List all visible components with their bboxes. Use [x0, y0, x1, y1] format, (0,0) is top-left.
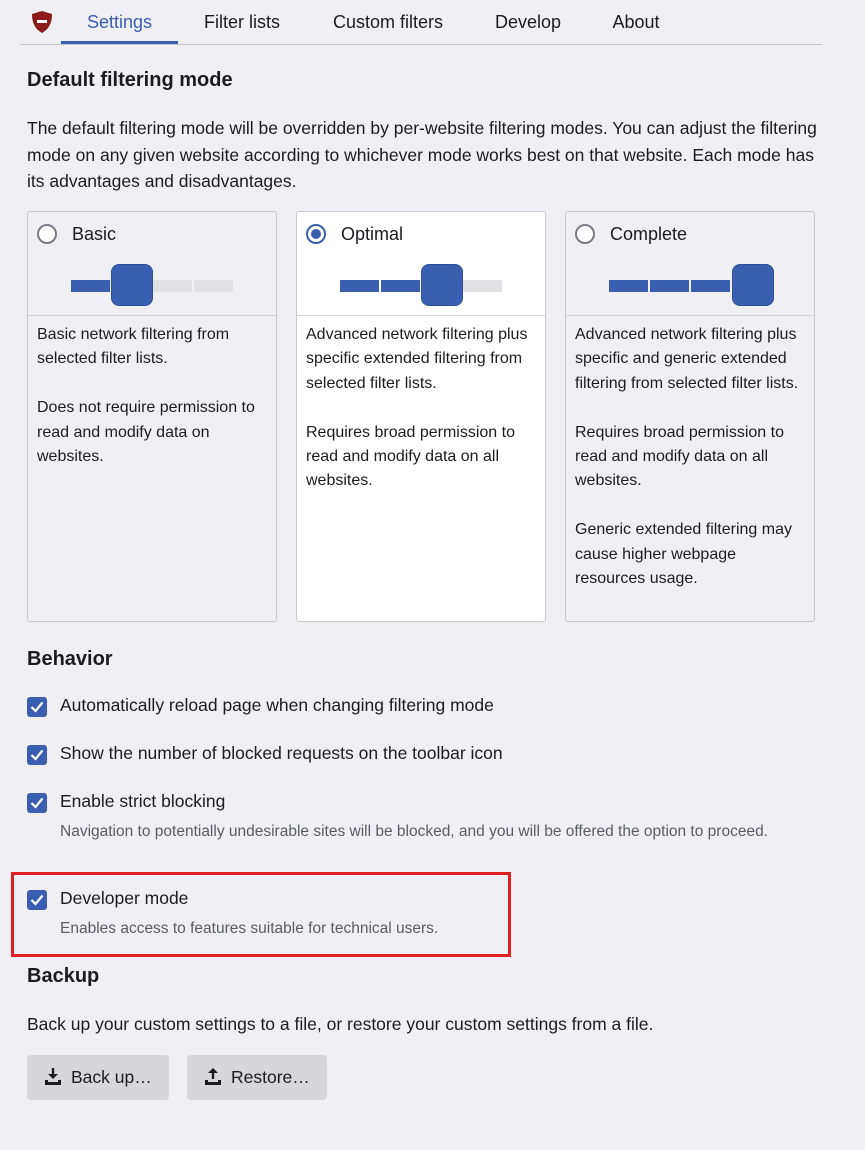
developer-mode-highlight-box — [11, 872, 511, 957]
level-slider-knob — [733, 265, 773, 305]
level-segment — [609, 280, 648, 292]
ublock-shield-logo-icon — [31, 10, 53, 34]
level-slider-knob — [112, 265, 152, 305]
level-segment — [340, 280, 379, 292]
mode-card-complete[interactable] — [565, 211, 815, 622]
backup-button-label: Back up… — [71, 1067, 152, 1087]
show-blocked-count-label: Show the number of blocked requests on the toolbar icon — [60, 743, 503, 763]
checkmark-icon — [30, 701, 44, 713]
developer-mode-description: Enables access to features suitable for technical users. — [60, 920, 439, 937]
checkmark-icon — [30, 797, 44, 809]
mode-description-optimal: Advanced network filtering plus specific extended filtering from selected filter lists. Requires broad permission to read and modify data on all websites. — [306, 326, 528, 490]
strict-blocking-checkbox[interactable] — [27, 793, 47, 813]
upload-icon — [203, 1067, 223, 1087]
tab-about[interactable]: About — [612, 12, 660, 32]
mode-label-basic: Basic — [72, 224, 117, 244]
tab-custom-filters[interactable]: Custom filters — [332, 12, 444, 32]
level-segment — [691, 280, 730, 292]
mode-label-optimal: Optimal — [341, 224, 404, 244]
tab-filter-lists[interactable]: Filter lists — [204, 12, 280, 32]
backup-description: Back up your custom settings to a file, or restore your custom settings from a file. — [27, 1014, 654, 1034]
restore-button-label: Restore… — [231, 1067, 310, 1087]
mode-radio-basic[interactable] — [37, 224, 57, 244]
filtering-mode-intro: The default filtering mode will be overridden by per-website filtering modes. You can adjust the filtering mode on any given website according to whichever mode works best on that website. Each mode has its advantages and disadvantages. — [27, 118, 817, 191]
level-segment — [463, 280, 502, 292]
level-segment — [153, 280, 192, 292]
auto-reload-label: Automatically reload page when changing filtering mode — [60, 695, 494, 715]
level-segment — [71, 280, 110, 292]
strict-blocking-description: Navigation to potentially undesirable sites will be blocked, and you will be offered the option to proceed. — [60, 823, 768, 840]
tab-develop[interactable]: Develop — [494, 12, 562, 32]
developer-mode-label: Developer mode — [60, 888, 189, 908]
checkmark-icon — [30, 749, 44, 761]
mode-card-optimal[interactable] — [296, 211, 546, 622]
strict-blocking-label: Enable strict blocking — [60, 791, 226, 811]
filtering-mode-heading: Default filtering mode — [27, 69, 233, 91]
backup-button[interactable] — [27, 1055, 169, 1100]
download-icon — [43, 1067, 63, 1087]
backup-heading: Backup — [27, 965, 100, 987]
auto-reload-checkbox[interactable] — [27, 697, 47, 717]
level-slider-knob — [422, 265, 462, 305]
mode-description-basic: Basic network filtering from selected filter lists. Does not require permission to read and modify data on websites. — [37, 326, 255, 466]
mode-radio-optimal[interactable] — [306, 224, 326, 244]
show-blocked-count-checkbox[interactable] — [27, 745, 47, 765]
top-navigation — [20, 0, 822, 45]
tab-settings[interactable]: Settings — [61, 0, 178, 44]
restore-button[interactable] — [187, 1055, 327, 1100]
mode-label-complete: Complete — [610, 224, 688, 244]
mode-radio-complete[interactable] — [575, 224, 595, 244]
mode-card-basic[interactable] — [27, 211, 277, 622]
behavior-heading: Behavior — [27, 648, 113, 670]
level-segment — [194, 280, 233, 292]
level-segment — [381, 280, 420, 292]
level-segment — [650, 280, 689, 292]
mode-description-complete: Advanced network filtering plus specific and generic extended filtering from selected filter lists. Requires broad permission to read and modify data on all websites. Generic extended filtering may cause higher webpage resources usage. — [575, 326, 799, 588]
